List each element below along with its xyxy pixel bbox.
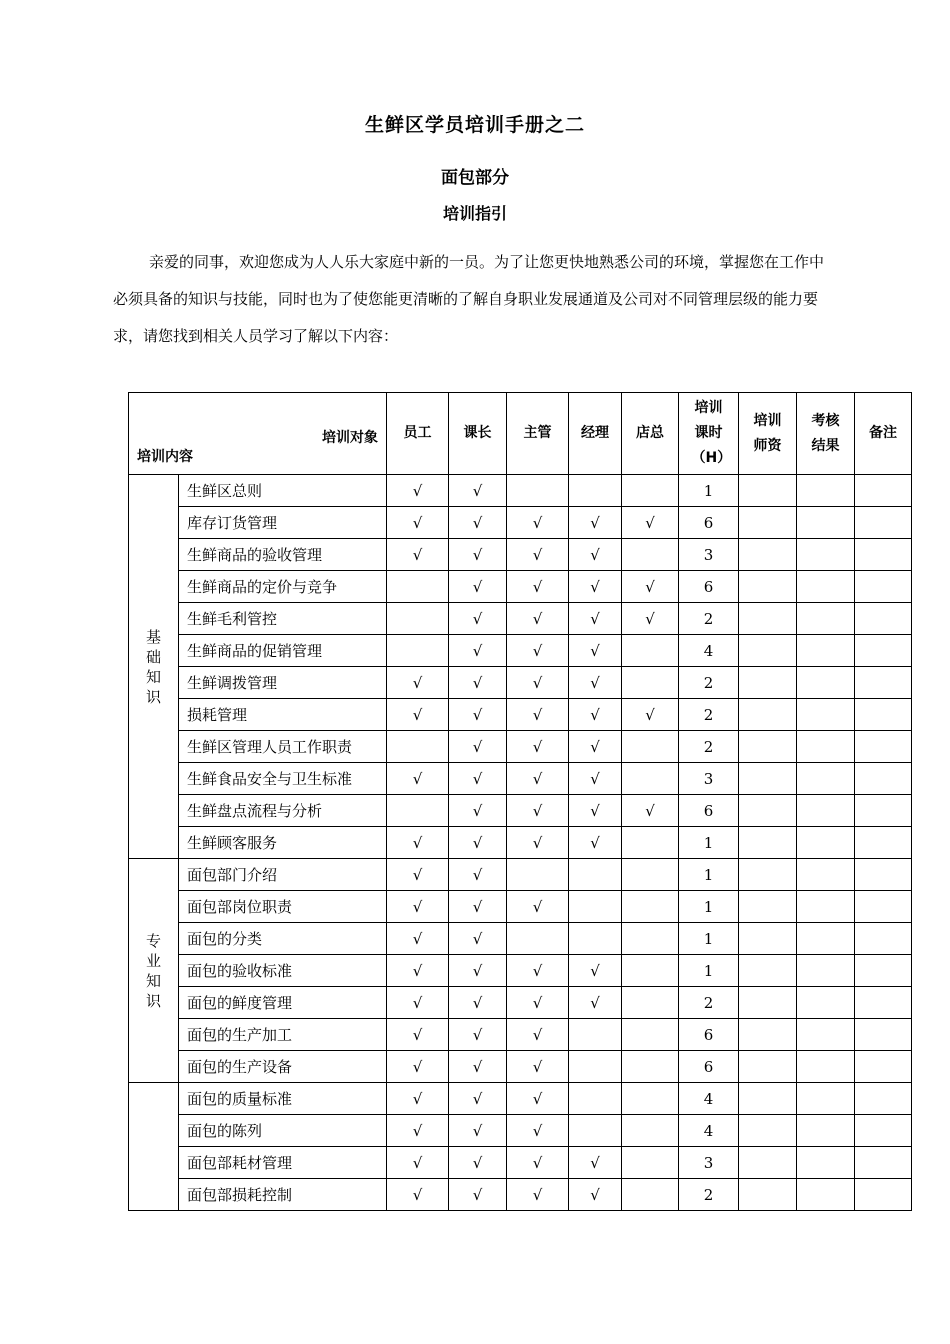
- table-row: [129, 827, 912, 859]
- check-mark-cell: √: [449, 1083, 507, 1115]
- check-mark-cell: √: [387, 1083, 449, 1115]
- remark-cell: [855, 923, 912, 955]
- result-cell: [797, 1051, 855, 1083]
- check-mark-cell: √: [569, 507, 622, 539]
- check-mark-cell: [569, 1115, 622, 1147]
- check-mark-cell: √: [449, 795, 507, 827]
- training-item: 生鲜食品安全与卫生标准: [179, 763, 387, 795]
- check-mark-cell: √: [507, 1115, 569, 1147]
- check-mark-cell: [387, 603, 449, 635]
- training-item: 面包的生产加工: [179, 1019, 387, 1051]
- trainer-cell: [739, 539, 797, 571]
- training-item: 生鲜商品的验收管理: [179, 539, 387, 571]
- check-mark-cell: [387, 635, 449, 667]
- trainer-cell: [739, 1019, 797, 1051]
- column-header-trainer: [739, 393, 797, 475]
- remark-cell: [855, 955, 912, 987]
- check-mark-cell: [622, 763, 679, 795]
- training-item: 生鲜顾客服务: [179, 827, 387, 859]
- result-cell: [797, 923, 855, 955]
- result-cell: [797, 987, 855, 1019]
- remark-cell: [855, 731, 912, 763]
- check-mark-cell: √: [449, 1179, 507, 1211]
- check-mark-cell: √: [622, 699, 679, 731]
- table-row: [129, 731, 912, 763]
- hours-cell: 2: [679, 667, 739, 699]
- check-mark-cell: √: [449, 859, 507, 891]
- check-mark-cell: √: [387, 859, 449, 891]
- result-cell: [797, 539, 855, 571]
- table-row: [129, 507, 912, 539]
- table-row: [129, 923, 912, 955]
- hours-cell: 1: [679, 827, 739, 859]
- column-header-hours-text: 培训课时（H）: [691, 400, 732, 466]
- hours-cell: 6: [679, 507, 739, 539]
- trainer-cell: [739, 795, 797, 827]
- hours-cell: 6: [679, 795, 739, 827]
- check-mark-cell: √: [507, 955, 569, 987]
- check-mark-cell: √: [387, 923, 449, 955]
- check-mark-cell: √: [622, 795, 679, 827]
- check-mark-cell: √: [569, 603, 622, 635]
- check-mark-cell: √: [507, 667, 569, 699]
- check-mark-cell: √: [569, 539, 622, 571]
- result-cell: [797, 667, 855, 699]
- trainer-cell: [739, 1051, 797, 1083]
- check-mark-cell: √: [387, 1051, 449, 1083]
- training-item: 面包的生产设备: [179, 1051, 387, 1083]
- table-row: [129, 859, 912, 891]
- check-mark-cell: [387, 731, 449, 763]
- check-mark-cell: √: [387, 699, 449, 731]
- group-label-cell: [129, 475, 179, 859]
- remark-cell: [855, 1083, 912, 1115]
- trainer-cell: [739, 923, 797, 955]
- result-cell: [797, 859, 855, 891]
- group-label-cell: [129, 859, 179, 1083]
- column-header: 主管: [507, 393, 569, 475]
- check-mark-cell: √: [449, 507, 507, 539]
- check-mark-cell: [622, 635, 679, 667]
- table-row: [129, 795, 912, 827]
- remark-cell: [855, 1147, 912, 1179]
- check-mark-cell: √: [449, 1019, 507, 1051]
- check-mark-cell: √: [387, 827, 449, 859]
- check-mark-cell: √: [507, 571, 569, 603]
- remark-cell: [855, 603, 912, 635]
- check-mark-cell: [569, 1019, 622, 1051]
- check-mark-cell: √: [449, 763, 507, 795]
- table-row: [129, 699, 912, 731]
- check-mark-cell: [569, 859, 622, 891]
- check-mark-cell: √: [387, 539, 449, 571]
- trainer-cell: [739, 571, 797, 603]
- table-row: [129, 987, 912, 1019]
- trainer-cell: [739, 987, 797, 1019]
- hours-cell: 1: [679, 923, 739, 955]
- check-mark-cell: [622, 475, 679, 507]
- result-cell: [797, 891, 855, 923]
- check-mark-cell: [622, 1147, 679, 1179]
- check-mark-cell: √: [387, 475, 449, 507]
- check-mark-cell: √: [387, 1179, 449, 1211]
- result-cell: [797, 827, 855, 859]
- column-header-result-text: 考核结果: [811, 412, 840, 454]
- table-row: [129, 667, 912, 699]
- check-mark-cell: √: [449, 1115, 507, 1147]
- trainer-cell: [739, 1147, 797, 1179]
- check-mark-cell: √: [387, 763, 449, 795]
- training-item: 生鲜商品的促销管理: [179, 635, 387, 667]
- check-mark-cell: √: [449, 987, 507, 1019]
- check-mark-cell: √: [507, 795, 569, 827]
- check-mark-cell: √: [449, 955, 507, 987]
- hours-cell: 6: [679, 571, 739, 603]
- hours-cell: 2: [679, 603, 739, 635]
- hours-cell: 4: [679, 635, 739, 667]
- hours-cell: 1: [679, 859, 739, 891]
- check-mark-cell: √: [449, 923, 507, 955]
- training-item: 生鲜调拨管理: [179, 667, 387, 699]
- column-header: 员工: [387, 393, 449, 475]
- check-mark-cell: √: [569, 731, 622, 763]
- check-mark-cell: √: [569, 571, 622, 603]
- check-mark-cell: √: [507, 539, 569, 571]
- check-mark-cell: √: [507, 891, 569, 923]
- remark-cell: [855, 699, 912, 731]
- training-item: 面包部耗材管理: [179, 1147, 387, 1179]
- training-item: 面包的质量标准: [179, 1083, 387, 1115]
- check-mark-cell: [622, 539, 679, 571]
- check-mark-cell: √: [569, 763, 622, 795]
- table-row: [129, 603, 912, 635]
- column-header-trainer-text: 培训师资: [753, 412, 782, 454]
- hours-cell: 1: [679, 891, 739, 923]
- check-mark-cell: √: [569, 1147, 622, 1179]
- hours-cell: 2: [679, 731, 739, 763]
- remark-cell: [855, 763, 912, 795]
- check-mark-cell: [622, 667, 679, 699]
- check-mark-cell: [622, 1051, 679, 1083]
- trainer-cell: [739, 1115, 797, 1147]
- check-mark-cell: [622, 923, 679, 955]
- result-cell: [797, 571, 855, 603]
- table-row: [129, 539, 912, 571]
- column-header: 经理: [569, 393, 622, 475]
- check-mark-cell: √: [387, 891, 449, 923]
- training-item: 生鲜区总则: [179, 475, 387, 507]
- check-mark-cell: √: [449, 635, 507, 667]
- hours-cell: 4: [679, 1083, 739, 1115]
- hours-cell: 2: [679, 987, 739, 1019]
- trainer-cell: [739, 731, 797, 763]
- check-mark-cell: [622, 731, 679, 763]
- result-cell: [797, 1179, 855, 1211]
- check-mark-cell: [387, 795, 449, 827]
- result-cell: [797, 795, 855, 827]
- table-row: [129, 1147, 912, 1179]
- check-mark-cell: √: [449, 1147, 507, 1179]
- trainer-cell: [739, 859, 797, 891]
- check-mark-cell: √: [569, 667, 622, 699]
- check-mark-cell: √: [387, 1019, 449, 1051]
- table-row: [129, 763, 912, 795]
- document-title: 生鲜区学员培训手册之二: [364, 114, 585, 136]
- result-cell: [797, 635, 855, 667]
- trainer-cell: [739, 603, 797, 635]
- table-row: [129, 635, 912, 667]
- hours-cell: 3: [679, 763, 739, 795]
- table-header-row: [129, 393, 912, 475]
- check-mark-cell: [622, 1179, 679, 1211]
- trainer-cell: [739, 507, 797, 539]
- trainer-cell: [739, 891, 797, 923]
- remark-cell: [855, 635, 912, 667]
- training-item: 生鲜商品的定价与竞争: [179, 571, 387, 603]
- remark-cell: [855, 667, 912, 699]
- remark-cell: [855, 475, 912, 507]
- hours-cell: 2: [679, 699, 739, 731]
- remark-cell: [855, 859, 912, 891]
- column-header: 备注: [855, 393, 912, 475]
- table-row: [129, 1115, 912, 1147]
- trainer-cell: [739, 1083, 797, 1115]
- check-mark-cell: √: [507, 1019, 569, 1051]
- column-header-hours: [679, 393, 739, 475]
- result-cell: [797, 699, 855, 731]
- check-mark-cell: [569, 891, 622, 923]
- remark-cell: [855, 987, 912, 1019]
- training-table: [128, 392, 912, 1211]
- check-mark-cell: √: [569, 699, 622, 731]
- result-cell: [797, 1115, 855, 1147]
- check-mark-cell: √: [449, 1051, 507, 1083]
- hours-cell: 1: [679, 955, 739, 987]
- hours-cell: 4: [679, 1115, 739, 1147]
- check-mark-cell: [507, 923, 569, 955]
- check-mark-cell: √: [449, 475, 507, 507]
- hours-cell: 3: [679, 539, 739, 571]
- check-mark-cell: √: [569, 987, 622, 1019]
- table-row: [129, 571, 912, 603]
- training-item: 面包部损耗控制: [179, 1179, 387, 1211]
- training-item: 生鲜毛利管控: [179, 603, 387, 635]
- check-mark-cell: √: [569, 795, 622, 827]
- check-mark-cell: √: [507, 731, 569, 763]
- result-cell: [797, 603, 855, 635]
- check-mark-cell: √: [569, 635, 622, 667]
- check-mark-cell: √: [507, 699, 569, 731]
- check-mark-cell: √: [622, 603, 679, 635]
- check-mark-cell: √: [569, 955, 622, 987]
- trainer-cell: [739, 955, 797, 987]
- check-mark-cell: √: [449, 603, 507, 635]
- check-mark-cell: √: [449, 699, 507, 731]
- check-mark-cell: [622, 859, 679, 891]
- column-header: 店总: [622, 393, 679, 475]
- training-item: 面包的鲜度管理: [179, 987, 387, 1019]
- result-cell: [797, 955, 855, 987]
- check-mark-cell: [622, 955, 679, 987]
- remark-cell: [855, 795, 912, 827]
- check-mark-cell: √: [507, 1051, 569, 1083]
- remark-cell: [855, 891, 912, 923]
- check-mark-cell: √: [507, 1147, 569, 1179]
- guide-heading: 培训指引: [442, 204, 507, 223]
- remark-cell: [855, 827, 912, 859]
- result-cell: [797, 731, 855, 763]
- check-mark-cell: √: [449, 891, 507, 923]
- check-mark-cell: √: [387, 1147, 449, 1179]
- group-label-cell: [129, 1083, 179, 1211]
- result-cell: [797, 1147, 855, 1179]
- trainer-cell: [739, 763, 797, 795]
- training-item: 生鲜区管理人员工作职责: [179, 731, 387, 763]
- remark-cell: [855, 1019, 912, 1051]
- check-mark-cell: [622, 987, 679, 1019]
- table-row: [129, 1179, 912, 1211]
- check-mark-cell: [622, 1083, 679, 1115]
- trainer-cell: [739, 1179, 797, 1211]
- check-mark-cell: [622, 1115, 679, 1147]
- result-cell: [797, 1083, 855, 1115]
- trainer-cell: [739, 635, 797, 667]
- trainer-cell: [739, 827, 797, 859]
- intro-paragraph: 亲爱的同事，欢迎您成为人人乐大家庭中新的一员。为了让您更快地熟悉公司的环境，掌握您在工作中必须具备的知识与技能，同时也为了使您能更清晰的了解自身职业发展通道及公司对不同管理层级的能力要求，请您找到相关人员学习了解以下内容：: [113, 253, 825, 345]
- training-item: 库存订货管理: [179, 507, 387, 539]
- table-row: [129, 891, 912, 923]
- check-mark-cell: [387, 571, 449, 603]
- check-mark-cell: √: [507, 603, 569, 635]
- check-mark-cell: √: [507, 507, 569, 539]
- remark-cell: [855, 1179, 912, 1211]
- check-mark-cell: √: [507, 987, 569, 1019]
- header-training-content: 培训内容: [137, 449, 193, 465]
- check-mark-cell: √: [387, 507, 449, 539]
- check-mark-cell: √: [449, 571, 507, 603]
- table-body: [129, 475, 912, 1211]
- header-corner-cell: [129, 393, 387, 475]
- table-row: [129, 1051, 912, 1083]
- table-row: [129, 1083, 912, 1115]
- group-label: 基础知识: [145, 627, 161, 706]
- document-subtitle: 面包部分: [441, 168, 509, 188]
- training-item: 损耗管理: [179, 699, 387, 731]
- check-mark-cell: √: [569, 1179, 622, 1211]
- hours-cell: 3: [679, 1147, 739, 1179]
- check-mark-cell: [622, 891, 679, 923]
- check-mark-cell: √: [387, 987, 449, 1019]
- remark-cell: [855, 507, 912, 539]
- remark-cell: [855, 571, 912, 603]
- check-mark-cell: √: [507, 635, 569, 667]
- check-mark-cell: [569, 1083, 622, 1115]
- check-mark-cell: √: [449, 539, 507, 571]
- check-mark-cell: √: [449, 731, 507, 763]
- group-label: 专业知识: [145, 931, 161, 1010]
- check-mark-cell: √: [622, 571, 679, 603]
- check-mark-cell: √: [387, 1115, 449, 1147]
- hours-cell: 6: [679, 1051, 739, 1083]
- column-header: 课长: [449, 393, 507, 475]
- table-row: [129, 1019, 912, 1051]
- header-training-target: 培训对象: [322, 430, 378, 446]
- result-cell: [797, 1019, 855, 1051]
- check-mark-cell: √: [507, 827, 569, 859]
- trainer-cell: [739, 475, 797, 507]
- check-mark-cell: √: [449, 827, 507, 859]
- column-header-result: [797, 393, 855, 475]
- check-mark-cell: [507, 475, 569, 507]
- check-mark-cell: √: [622, 507, 679, 539]
- check-mark-cell: [569, 923, 622, 955]
- check-mark-cell: √: [507, 1083, 569, 1115]
- result-cell: [797, 475, 855, 507]
- result-cell: [797, 507, 855, 539]
- check-mark-cell: [569, 1051, 622, 1083]
- remark-cell: [855, 1115, 912, 1147]
- training-item: 面包部岗位职责: [179, 891, 387, 923]
- training-item: 面包的验收标准: [179, 955, 387, 987]
- hours-cell: 1: [679, 475, 739, 507]
- check-mark-cell: [507, 859, 569, 891]
- table-row: [129, 955, 912, 987]
- check-mark-cell: [622, 1019, 679, 1051]
- remark-cell: [855, 539, 912, 571]
- check-mark-cell: [622, 827, 679, 859]
- hours-cell: 2: [679, 1179, 739, 1211]
- check-mark-cell: √: [387, 955, 449, 987]
- trainer-cell: [739, 699, 797, 731]
- check-mark-cell: [569, 475, 622, 507]
- check-mark-cell: √: [449, 667, 507, 699]
- hours-cell: 6: [679, 1019, 739, 1051]
- training-item: 生鲜盘点流程与分析: [179, 795, 387, 827]
- check-mark-cell: √: [507, 1179, 569, 1211]
- check-mark-cell: √: [507, 763, 569, 795]
- training-item: 面包的陈列: [179, 1115, 387, 1147]
- table-row: [129, 475, 912, 507]
- result-cell: [797, 763, 855, 795]
- training-item: 面包部门介绍: [179, 859, 387, 891]
- check-mark-cell: √: [569, 827, 622, 859]
- trainer-cell: [739, 667, 797, 699]
- check-mark-cell: √: [387, 667, 449, 699]
- remark-cell: [855, 1051, 912, 1083]
- training-item: 面包的分类: [179, 923, 387, 955]
